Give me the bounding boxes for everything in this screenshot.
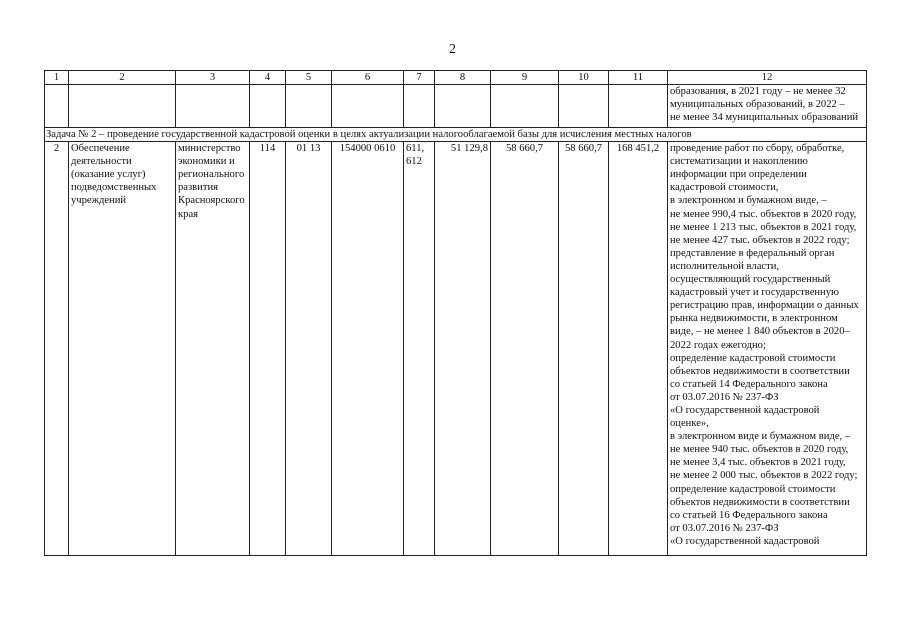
- text-line: 611,: [406, 143, 425, 155]
- header-cell: 11: [609, 71, 668, 85]
- amount-2020-cell: 51 129,8: [435, 142, 491, 556]
- text-line: информации при определении: [670, 169, 807, 181]
- target-code-cell: 154000 0610: [332, 142, 404, 556]
- text-line: развития: [178, 182, 219, 194]
- header-cell: 3: [176, 71, 250, 85]
- text-line: не менее 427 тыс. объектов в 2022 году;: [670, 234, 850, 246]
- text-line: не менее 34 муниципальных образований: [670, 112, 859, 124]
- row-number: 2: [45, 142, 69, 556]
- text-line: определение кадастровой стоимости: [670, 483, 836, 495]
- text-line: Красноярского: [178, 195, 245, 207]
- header-cell: 2: [69, 71, 176, 85]
- section-code-cell: 01 13: [286, 142, 332, 556]
- text-line: деятельности: [71, 156, 132, 168]
- text-line: систематизации и накоплению: [670, 156, 808, 168]
- text-line: от 03.07.2016 № 237-ФЗ: [670, 391, 779, 403]
- text-line: не менее 2 000 тыс. объектов в 2022 году;: [670, 470, 858, 482]
- program-table: [44, 70, 867, 556]
- text-line: экономики и: [178, 156, 235, 168]
- text-line: не менее 990,4 тыс. объектов в 2020 году,: [670, 208, 857, 220]
- amount-2021-cell: 58 660,7: [491, 142, 559, 556]
- text-line: со статьей 16 Федерального закона: [670, 509, 828, 521]
- header-cell: 7: [404, 71, 435, 85]
- amount-2022-cell: 58 660,7: [559, 142, 609, 556]
- task-row: [45, 128, 867, 142]
- text-line: со статьей 14 Федерального закона: [670, 378, 828, 390]
- text-line: не менее 1 213 тыс. объектов в 2021 году,: [670, 221, 857, 233]
- text-line: в электронном виде и бумажном виде, –: [670, 431, 851, 443]
- text-line: в электронном и бумажном виде, –: [670, 195, 827, 207]
- text-line: регистрацию прав, информации о данных: [670, 300, 859, 312]
- header-cell: 6: [332, 71, 404, 85]
- result-indicator-cell: [668, 142, 867, 556]
- grbs-code-cell: 114: [250, 142, 286, 556]
- header-cell: 4: [250, 71, 286, 85]
- text-line: объектов недвижимости в соответствии: [670, 496, 850, 508]
- header-cell: 8: [435, 71, 491, 85]
- header-cell: 1: [45, 71, 69, 85]
- text-line: (оказание услуг): [71, 169, 146, 181]
- result-indicator-cell: [668, 85, 867, 128]
- text-line: «О государственной кадастровой: [670, 404, 820, 416]
- text-line: образования, в 2021 году – не менее 32: [670, 86, 846, 97]
- text-line: не менее 3,4 тыс. объектов в 2021 году,: [670, 457, 846, 469]
- text-line: проведение работ по сбору, обработке,: [670, 143, 845, 155]
- header-row: [45, 71, 867, 85]
- text-line: от 03.07.2016 № 237-ФЗ: [670, 522, 779, 534]
- header-cell: 10: [559, 71, 609, 85]
- page-number: 2: [449, 42, 456, 57]
- continuation-row: [45, 85, 867, 128]
- header-cell: 9: [491, 71, 559, 85]
- text-line: осуществляющий государственный: [670, 274, 831, 286]
- text-line: исполнительной власти,: [670, 260, 780, 272]
- text-line: определение кадастровой стоимости: [670, 352, 836, 364]
- text-line: края: [178, 208, 199, 220]
- text-line: кадастровой стоимости,: [670, 182, 779, 194]
- activity-name-cell: [69, 142, 176, 556]
- text-line: министерство: [178, 143, 241, 155]
- text-line: рынка недвижимости, в электронном: [670, 313, 838, 325]
- task-title: Задача № 2 – проведение государственной кадастровой оценки в целях актуализации налогооблагаемой базы для исчисления местных налогов: [45, 128, 867, 142]
- table-row: [45, 142, 867, 556]
- text-line: виде, – не менее 1 840 объектов в 2020–: [670, 326, 850, 338]
- text-line: «О государственной кадастровой: [670, 535, 820, 547]
- text-line: представление в федеральный орган: [670, 247, 835, 259]
- text-line: кадастровый учет и государственную: [670, 287, 839, 299]
- header-cell: 5: [286, 71, 332, 85]
- expense-type-cell: [404, 142, 435, 556]
- text-line: оценке»,: [670, 418, 709, 430]
- text-line: регионального: [178, 169, 245, 181]
- text-line: объектов недвижимости в соответствии: [670, 365, 850, 377]
- text-line: подведомственных: [71, 182, 157, 194]
- text-line: учреждений: [71, 195, 127, 207]
- header-cell: 12: [668, 71, 867, 85]
- text-line: муниципальных образований, в 2022 –: [670, 99, 845, 111]
- executor-cell: [176, 142, 250, 556]
- text-line: 2022 годах ежегодно;: [670, 339, 766, 351]
- amount-total-cell: 168 451,2: [609, 142, 668, 556]
- text-line: 612: [406, 156, 422, 168]
- text-line: Обеспечение: [71, 143, 130, 155]
- text-line: не менее 940 тыс. объектов в 2020 году,: [670, 444, 849, 456]
